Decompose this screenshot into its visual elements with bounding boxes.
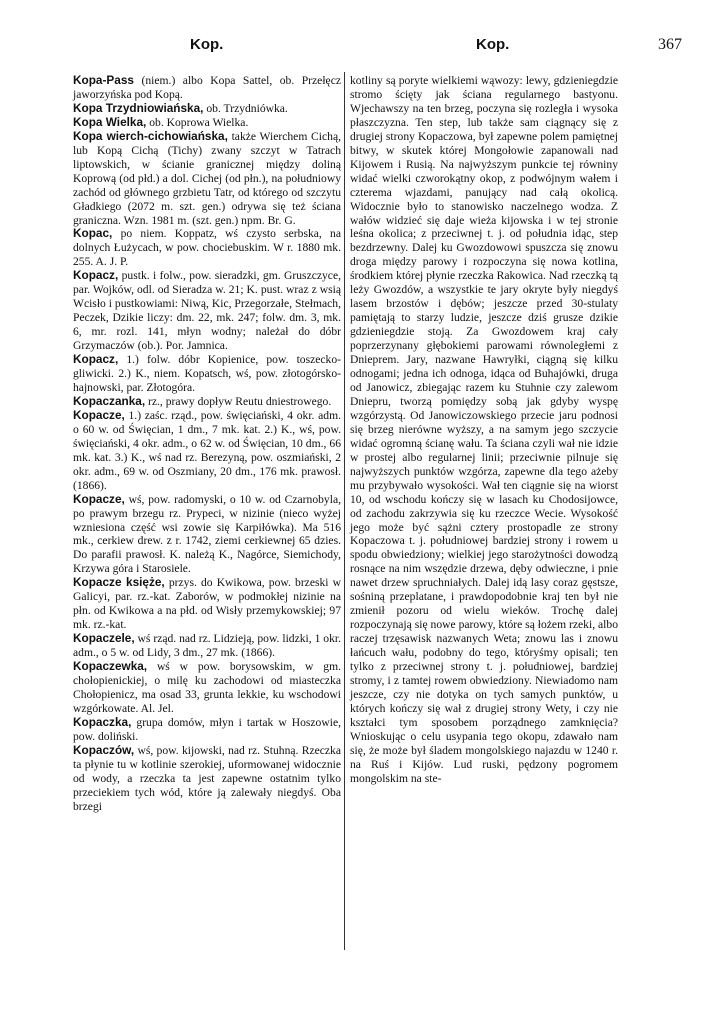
headword: Kopacze, xyxy=(73,407,125,422)
entry xyxy=(73,102,341,116)
entry-text: pustk. i folw., pow. sieradzki, gm. Gruszczyce, par. Wojków, odl. od Sieradza w. 21; K. pust. wraz z wsią Wcisło i pustkowiami: Niwą, Kic, Przegorzałe, Stełmach, Peczek, Dzikie liczy: dm. 22, mk. 247; folw. dm. 3, mk. 6, mr. rozl. 141, młyn wodny; należał do dóbr Grzymaczów (ob.). Por. Jamnica. xyxy=(73,269,341,353)
headword: Kopac, xyxy=(73,226,113,241)
entry-text: także Wierchem Cichą, lub Kopą Cichą (Tichy) zwany szczyt w Tatrach liptowskich, w ścianie granicznej między doliną Koprową (od płd.) a dol. Cichej (od płn.), na południowy zachód od głównego grzbietu Tatr, od którego od szczytu Gładkiego (2072 m. szt. gen.) odrywa się też ściana graniczna. Wzn. 1981 m. (szt. gen.) npm. Br. G. xyxy=(73,129,341,227)
entry-text: przys. do Kwikowa, pow. brzeski w Galicyi, par. rz.-kat. Zaborów, w podmokłej nizinie na płn. od Kwikowa a na płd. od Wisły przemykowskiej; 97 mk. rz.-kat. xyxy=(73,576,341,632)
entry xyxy=(73,576,341,632)
left-column xyxy=(73,74,341,814)
headword: Kopaczewka, xyxy=(73,659,148,674)
entry-text: wś, pow. kijowski, nad rz. Stuhną. Rzeczka ta płynie tu w kotlinie szerokiej, uformowanej widocznie od wody, a rzeczka ta jest zapewne ostatnim tylko przeciekiem tych wód, które ją zalewały niegdyś. Oba brzegi xyxy=(73,743,341,813)
entry-text: grupa domów, młyn i tartak w Hoszowie, pow. doliński. xyxy=(73,715,341,743)
entry xyxy=(73,409,341,493)
entry xyxy=(73,716,341,744)
entry-text: wś w pow. borysowskim, w gm. chołopienickiej, o milę ku zachodowi od miasteczka Chołopienicz, ma osad 33, grunta lekkie, ku wschodowi wzgórkowate. Al. Jel. xyxy=(73,660,341,715)
entry xyxy=(73,744,341,814)
entry xyxy=(73,116,341,130)
running-head-left: Kop. xyxy=(190,36,224,53)
entry-text: rz., prawy dopływ Reutu dniestrowego. xyxy=(145,394,332,408)
right-column xyxy=(350,74,618,786)
entry xyxy=(73,130,341,228)
entry xyxy=(73,660,341,716)
entry xyxy=(73,353,341,395)
entry xyxy=(73,227,341,269)
entry-text: 1.) zaśc. rząd., pow. święciański, 4 okr. adm. o 60 w. od Święcian, 1 dm., 7 mk. kat. 2.) K., wś, pow. święciański, 4 okr. adm., o 62 w. od Święcian, 10 dm., 66 mk. kat. 3.) K., wś nad rz. Berezyną, pow. oszmiański, 2 okr. adm., 69 w. od Oszmiany, 20 dm., 176 mk. prawosł. (1866). xyxy=(73,408,341,492)
entry xyxy=(73,632,341,660)
column-divider xyxy=(344,72,345,950)
headword: Kopaczanka, xyxy=(73,393,146,408)
entry xyxy=(73,395,341,409)
continuation-text: kotliny są poryte wielkiemi wąwozy: lewy, gdzieniegdzie stromo ścięty jak ściana regularnego bastyonu. Wjechawszy na ten brzeg, poczyna się rozległa i wysoka płaszczyzna. Ten step, lub także sam ciągnący się z drugiej strony Kopaczowa, był zapewne polem pamiętnej bitwy, w skutek której Mongołowie zapanowali nad Kijowem i Rusią. Na najwyższym punkcie tej równiny widać wielki czworokątny okop, z podwójnym wałem i czterema wjazdami, panujący nad całą okolicą. Widocznie było to stanowisko naczelnego wodza. Z wałów widzieć się daje wieża kijowska i w tej stronie leśna okolica; z przeciwnej t. j. od południa idąc, step bezdrzewny. Dalej ku Gwozdowowi spuszcza się znowu droga między parowy i rozpoczyna się nowa kotlina, środkiem której płynie rzeczka Rakowica. Nad rzeczką tą leży Gwozdów, a wszystkie te jary okryte były niegdyś lasem brzostów i dębów; jeszcze przed 30-stulaty pamiętają to starzy ludzie, jeszcze dziś grusze dzikie gdzieniegdzie stoją. Za Gwozdowem kraj cały poprzerzynany głębokiemi parowami równoległemi z Dnieprem. Jary, nazwane Hawryłki, ciągną się kilku odnogami; jedna ich odnoga, idąca od Buhajówki, druga od Janowicz, zbiegając razem ku Stuhnie czy zalewom Dniepru, tworzą pomiędzy sobą jak gdyby wyspę wzgórzystą. Od Janowiczowskiego przecie jaru podnosi się brzeg nierówne wyższy, a na samym jego szczycie widać ogromną ścianę wału. Ta ściana czyli wał nie idzie w prostej albo regularnej linii; przeciwnie pilnuje się najwyższych punktów wzgórza, zapewne dla tego ażeby mu przybywało wysokości. Wał ten ciągnie się na wiorst 10, od wschodu kończy się w lasach ku Chodosijowce, od zachodu zakrzywia się ku rzeczce Wecie. Wysokość jego może być sążni cztery prostopadle ze strony Kopaczowa t. j. południowej bardziej strony i rowem u spodu obwiedziony; wielkiej jego starożytności dowodzą rosnące na nim wszędzie drzewa, dęby odwieczne, i pnie nawet drzew spruchniałych. Dalej idą lasy coraz gęstsze, sośniną przeplatane, i prawdopodobnie kraj ten był nie zmienił pozoru od wielu wieków. Trochę dalej rozpoczynają się nowe parowy, które są łożem rzeki, albo raczej trzęsawisk nazwanych Weta; znowu las i znowu łańcuch wału, podobny do tego, któryśmy opisali; ten tylko z przeciwnej strony t. j. południowej, bardziej stromy, i z tamtej rowem obwiedziony. Niewiadomo nam jeszcze, czy nie dotyka on tych samych punktów, u których kończy się wał z drugiej strony Wety, i czy nie kształci tym sposobem porządnego zamknięcia? Wnioskując o celu usypania tego okopu, zdawało nam się, że może był śladem mongolskiego najazdu w 1240 r. na Ruś i Kijów. Lud ruski, pędzony pogromem mongolskim na ste- xyxy=(350,74,618,785)
headword: Kopa-Pass xyxy=(73,73,134,87)
headword: Kopaczele, xyxy=(73,631,135,646)
entry-text: po niem. Koppatz, wś czysto serbska, na dolnych Łużycach, w pow. chociebuskim. W r. 1880 mk. 255. A. J. P. xyxy=(73,227,341,269)
headword: Kopaczów, xyxy=(73,742,135,757)
headword: Kopa wierch-cichowiańska, xyxy=(73,128,228,143)
entry xyxy=(73,493,341,577)
running-head-right: Kop. xyxy=(476,36,510,53)
page-number: 367 xyxy=(658,36,682,53)
entry xyxy=(73,269,341,353)
headword: Kopacz, xyxy=(73,352,119,367)
entry-text: (niem.) albo Kopa Sattel, ob. Przełęcz jaworzyńska pod Kopą. xyxy=(73,74,341,101)
entry-text: wś, pow. radomyski, o 10 w. od Czarnobyla, po prawym brzegu rz. Prypeci, w nizinie (nieco wyżej wzniesiona część wsi zowie się Karpiłówka). Ma 516 mk., cerkiew drew. z r. 1742, ziemi cerkiewnej 65 dzies. Do parafii prawosł. K. należą K., Nagórce, Siemichody, Krzywa góra i Starosiele. xyxy=(73,492,341,576)
headword: Kopa Trzydniowiańska, xyxy=(73,100,204,115)
entry-text: ob. Koprowa Wielka. xyxy=(146,115,249,129)
headword: Kopacz, xyxy=(73,268,119,283)
headword: Kopacze księże, xyxy=(73,575,165,590)
entry-text: wś rząd. nad rz. Lidzieją, pow. lidzki, 1 okr. adm., o 5 w. od Lidy, 3 dm., 27 mk. (1866). xyxy=(73,632,341,660)
headword: Kopacze, xyxy=(73,491,125,506)
entry xyxy=(73,74,341,102)
headword: Kopa Wielka, xyxy=(73,114,147,129)
headword: Kopaczka, xyxy=(73,714,132,729)
entry-text: ob. Trzydniówka. xyxy=(203,101,288,115)
entry-text: 1.) folw. dóbr Kopienice, pow. toszecko-gliwicki. 2.) K., niem. Kopatsch, wś, pow. złotogórsko-hajnowski, par. Złotogóra. xyxy=(73,353,341,394)
